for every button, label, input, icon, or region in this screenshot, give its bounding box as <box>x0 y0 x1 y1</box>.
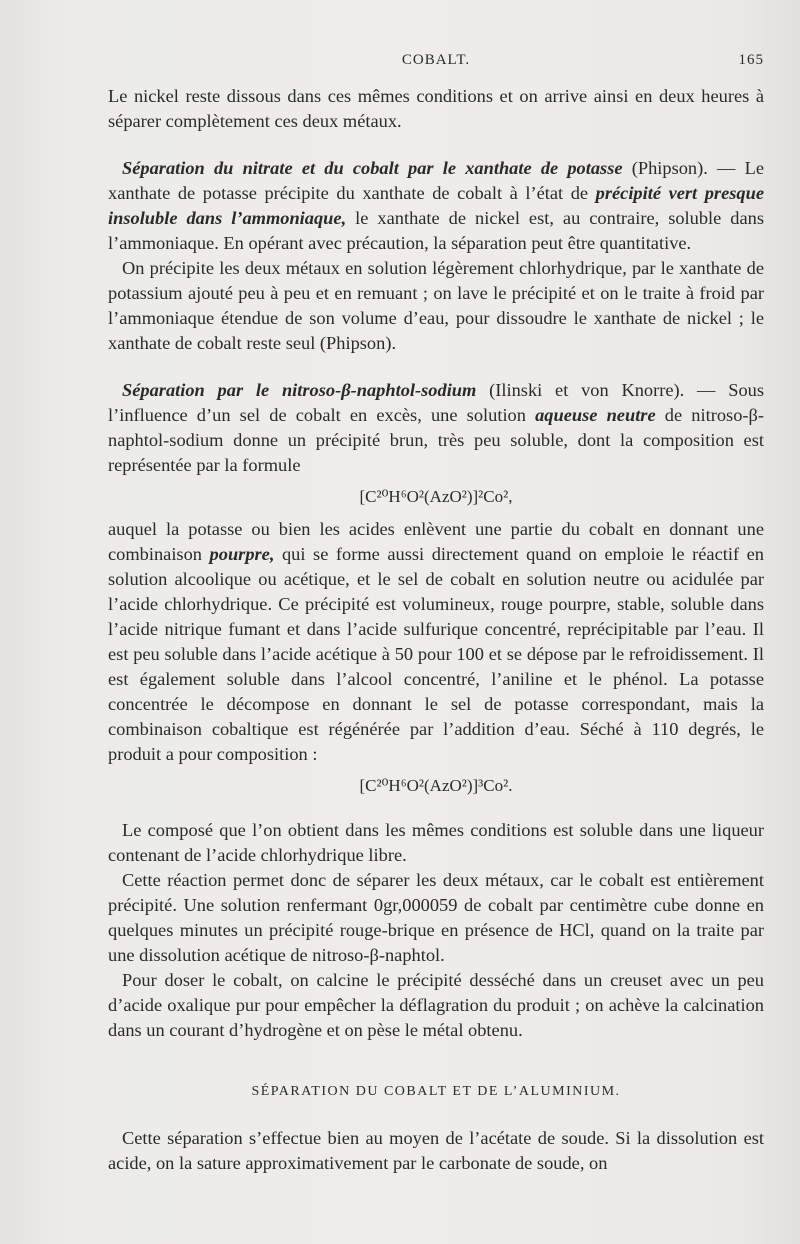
emphasis: pourpre, <box>209 544 275 564</box>
section-heading-inline: Séparation par le nitroso-β-naphtol-sodium <box>122 380 477 400</box>
text-run: (Ilinski et von Knorre). — Sous l’influence d’un sel de cobalt en excès, une solution <box>108 380 764 425</box>
page-number: 165 <box>738 52 764 68</box>
body-text <box>108 84 764 1176</box>
text-run: qui se forme aussi directement quand on emploie le réactif en solution alcoolique ou acétique, et le sel de cobalt en solution neutre ou acidulée par l’acide chlorhydrique. Ce précipité est volumineux, rouge pourpre, stable, soluble dans l’acide nitrique fumant et dans l’acide sulfurique concentré, reprécipitable par l’eau. Il est peu soluble dans l’acide acétique à 50 pour 100 et se dépose par le refroidissement. Il est également soluble dans l’alcool concentré, l’aniline et le phénol. La potasse concentrée le décompose en donnant le sel de potasse correspondant, mais la combinaison cobaltique est régénérée par l’addition d’eau. Séché à 110 degrés, le produit a pour composition : <box>108 544 764 764</box>
text-run: de nitroso-β-naphtol-sodium donne un précipité brun, très peu soluble, dont la composition est représentée par la formule <box>108 405 765 475</box>
paragraph: Cette séparation s’effectue bien au moyen de l’acétate de soude. Si la dissolution est acide, on la sature approximativement par le carbonate de soude, on <box>108 1128 764 1173</box>
text-run: (Phipson). — Le xanthate de potasse précipite du xanthate de cobalt à l’état de <box>108 158 765 203</box>
text-run: auquel la potasse ou bien les acides enlèvent une partie du cobalt en donnant une combinaison <box>108 519 764 564</box>
paragraph-xanthate <box>108 156 764 256</box>
section-title: SÉPARATION DU COBALT ET DE L’ALUMINIUM. <box>251 1084 621 1099</box>
section-heading-inline: Séparation du nitrate et du cobalt par le xanthate de potasse <box>122 158 623 178</box>
page-header <box>108 52 764 76</box>
running-title: COBALT. <box>401 52 471 68</box>
paragraph: Cette réaction permet donc de séparer les deux métaux, car le cobalt est entièrement précipité. Une solution renfermant 0gr,000059 de cobalt par centimètre cube donne en quelques minutes un précipité rouge-brique en présence de HCl, quand on la traite par une dissolution acétique de nitroso-β-naphtol. <box>108 870 764 965</box>
emphasis: précipité vert presque insoluble dans l’ammoniaque, <box>108 183 764 228</box>
paragraph: Le composé que l’on obtient dans les mêmes conditions est soluble dans une liqueur contenant de l’acide chlorhydrique libre. <box>108 820 764 865</box>
paragraph: On précipite les deux métaux en solution légèrement chlorhydrique, par le xanthate de potassium ajouté peu à peu et en remuant ; on lave le précipité et on le traite à froid par l’ammoniaque étendue de son volume d’eau, pour dissoudre le xanthate de nickel ; le xanthate de cobalt reste seul (Phipson). <box>108 258 764 353</box>
chemical-formula: [C²⁰H⁶O²(AzO²)]³Co². <box>359 776 513 795</box>
emphasis: aqueuse neutre <box>535 405 656 425</box>
text-run: le xanthate de nickel est, au contraire, soluble dans l’ammoniaque. En opérant avec précaution, la séparation peut être quantitative. <box>108 208 765 253</box>
paragraph: Le nickel reste dissous dans ces mêmes conditions et on arrive ainsi en deux heures à séparer complètement ces deux métaux. <box>108 86 764 131</box>
paragraph: Pour doser le cobalt, on calcine le précipité desséché dans un creuset avec un peu d’acide oxalique pur pour empêcher la déflagration du produit ; on achève la calcination dans un courant d’hydrogène et on pèse le métal obtenu. <box>108 970 764 1040</box>
chemical-formula: [C²⁰H⁶O²(AzO²)]²Co², <box>359 487 513 506</box>
paragraph <box>108 517 764 767</box>
paragraph-nitroso <box>108 378 764 478</box>
